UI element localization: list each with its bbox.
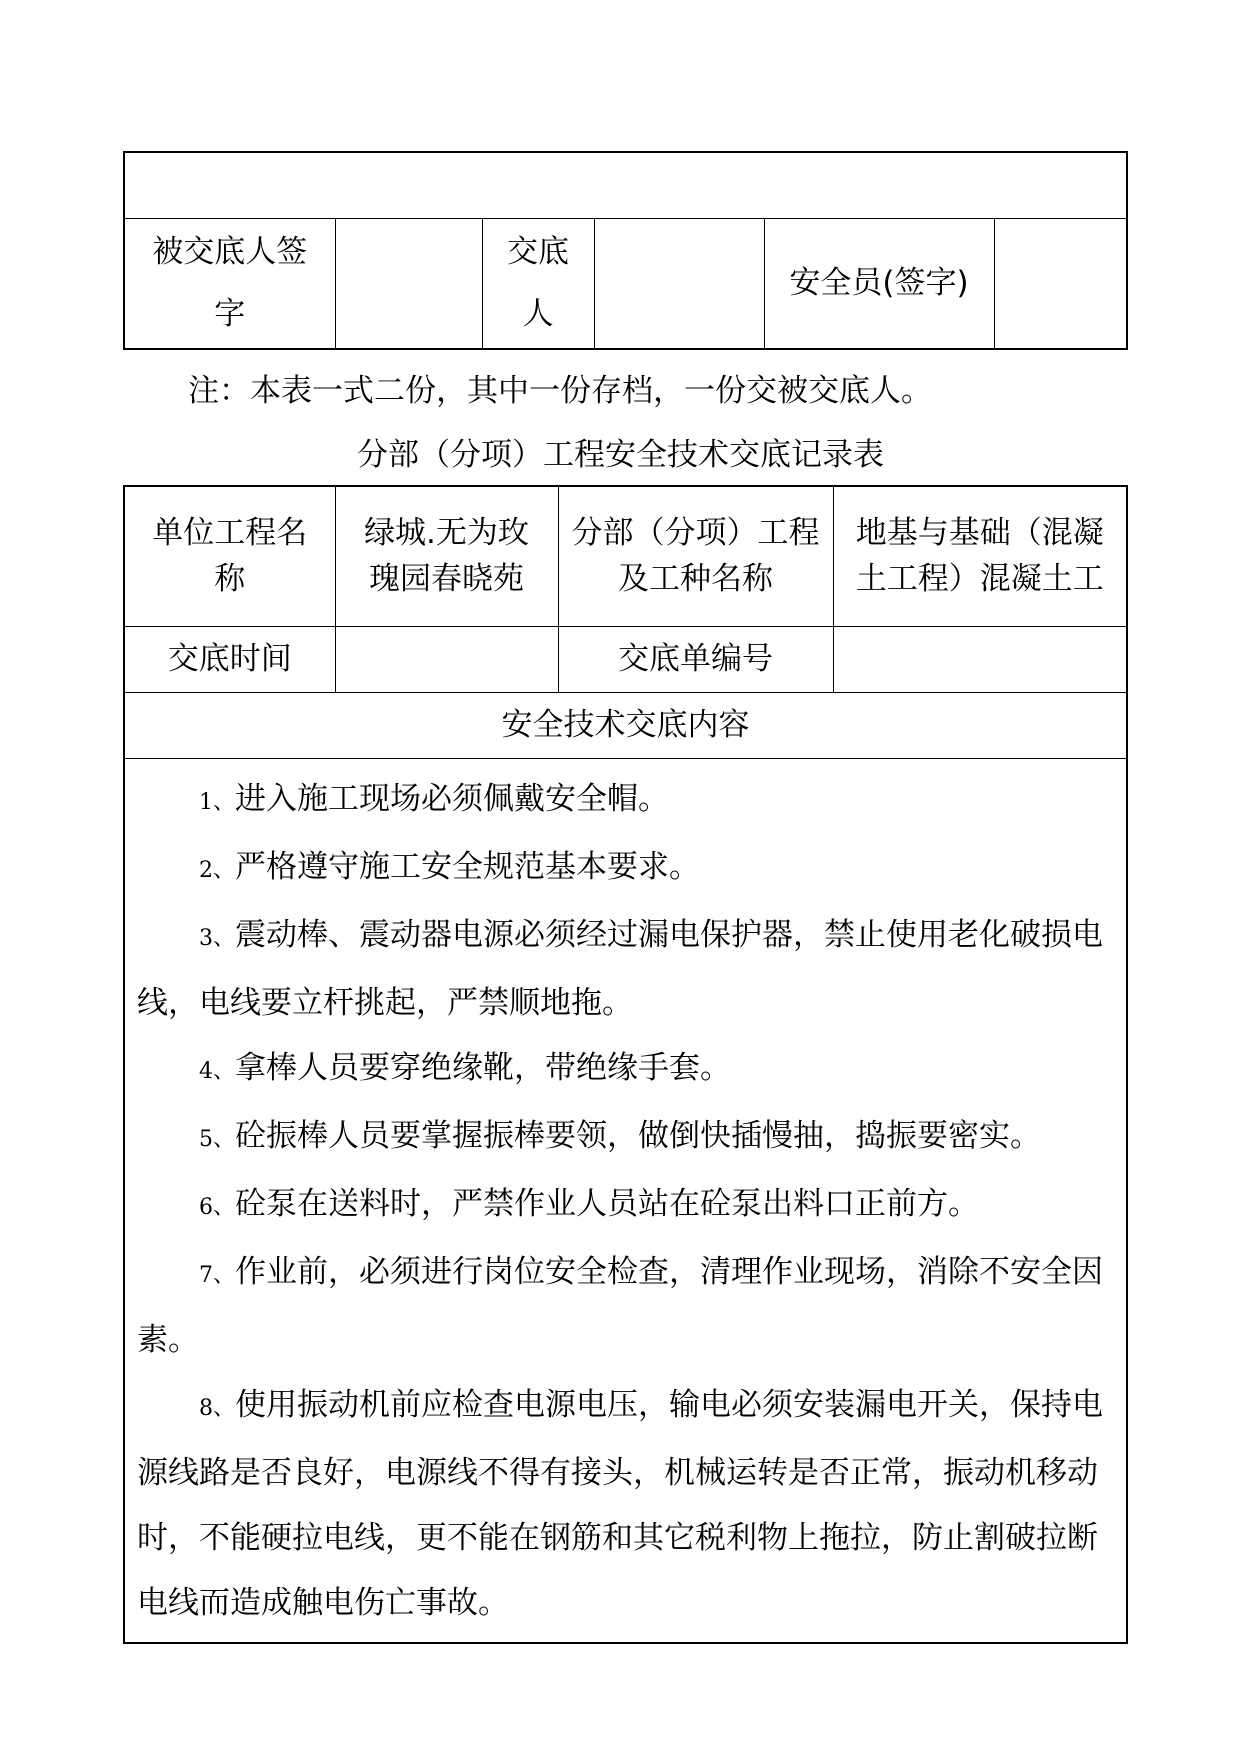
content-item: 7、作业前，必须进行岗位安全检查，清理作业现场，消除不安全因素。 xyxy=(137,1253,1103,1358)
time-label: 交底时间 xyxy=(124,626,335,692)
subproject-label-line2: 及工种名称 xyxy=(618,561,773,598)
unit-project-value: 绿城.无为玫瑰园春晓苑 xyxy=(335,486,558,626)
signature-table xyxy=(123,151,1128,350)
blank-row xyxy=(124,152,1127,218)
discloser-signature-cell[interactable] xyxy=(594,218,764,349)
content-item: 5、砼振棒人员要掌握振棒要领，做倒快插慢抽，捣振要密实。 xyxy=(199,1117,1041,1154)
content-body xyxy=(124,758,1127,1643)
content-item: 3、震动棒、震动器电源必须经过漏电保护器，禁止使用老化破损电线，电线要立杆挑起，严禁顺地拖。 xyxy=(137,916,1103,1021)
form-title: 分部（分项）工程安全技术交底记录表 xyxy=(357,437,884,473)
signee-label: 被交底人签字 xyxy=(124,218,335,349)
note-text: 注：本表一式二份，其中一份存档，一份交被交底人。 xyxy=(188,373,932,409)
disclosure-form-table xyxy=(123,485,1128,1644)
safety-officer-label: 安全员(签字) xyxy=(764,218,994,349)
unit-project-label: 单位工程名称 xyxy=(124,486,335,626)
time-value[interactable] xyxy=(335,626,558,692)
signee-signature-cell[interactable] xyxy=(335,218,482,349)
safety-officer-signature-cell[interactable] xyxy=(994,218,1127,349)
discloser-label: 交底人 xyxy=(482,218,594,349)
content-item: 6、砼泵在送料时，严禁作业人员站在砼泵出料口正前方。 xyxy=(199,1185,979,1222)
content-item: 8、使用振动机前应检查电源电压，输电必须安装漏电开关，保持电源线路是否良好，电源线不得有接头，机械运转是否正常，振动机移动时，不能硬拉电线，更不能在钢筋和其它税利物上拖拉，防止割破拉断电线而造成触电伤亡事故。 xyxy=(137,1386,1103,1621)
content-header: 安全技术交底内容 xyxy=(124,692,1127,758)
content-item: 2、严格遵守施工安全规范基本要求。 xyxy=(199,848,700,885)
number-value[interactable] xyxy=(833,626,1127,692)
content-item: 4、拿棒人员要穿绝缘靴，带绝缘手套。 xyxy=(199,1049,731,1086)
subproject-value: 地基与基础（混凝土工程）混凝土工 xyxy=(833,486,1127,626)
subproject-label-line1: 分部（分项）工程 xyxy=(571,515,820,552)
subproject-label xyxy=(558,486,833,626)
content-item: 1、进入施工现场必须佩戴安全帽。 xyxy=(199,780,669,817)
number-label: 交底单编号 xyxy=(558,626,833,692)
